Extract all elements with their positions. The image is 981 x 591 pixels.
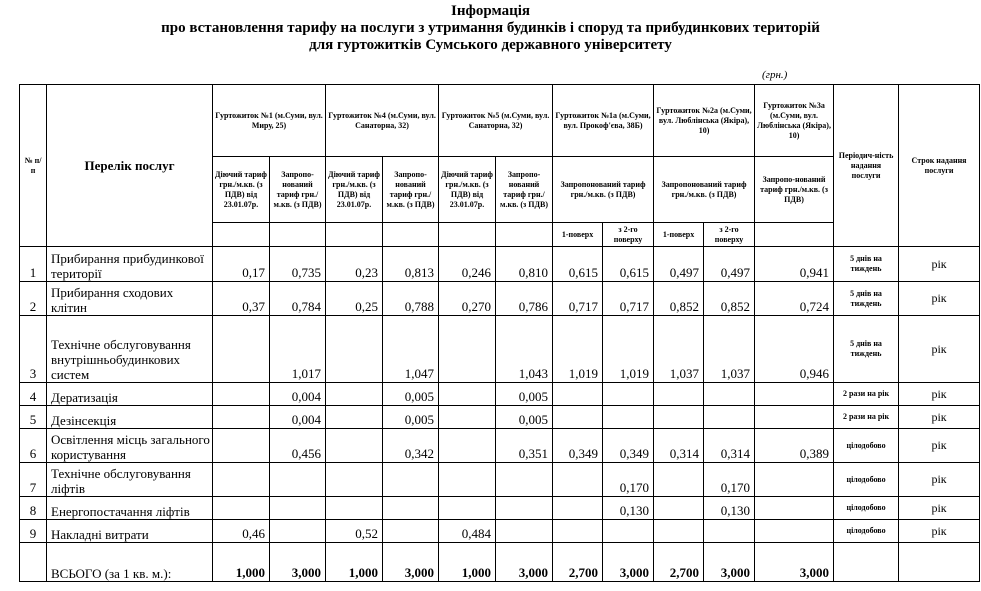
tariff-value: 0,852 xyxy=(704,282,755,316)
tariff-value xyxy=(326,497,383,520)
tariff-value xyxy=(654,383,704,406)
header-current-tariff-5: Діючий тариф грн./м.кв. (з ПДВ) від 23.01.07р. xyxy=(439,157,496,223)
term-cell: рік xyxy=(899,383,980,406)
row-number: 6 xyxy=(20,429,47,463)
term-cell: рік xyxy=(899,316,980,383)
service-name: Технічне обслуговування внутрішньобудинкових систем xyxy=(47,316,213,383)
tariff-value xyxy=(553,520,603,543)
header-current-tariff-1: Діючий тариф грн./м.кв. (з ПДВ) від 23.01.07р. xyxy=(213,157,270,223)
tariff-value: 0,724 xyxy=(755,282,834,316)
tariff-value xyxy=(383,497,439,520)
tariff-value xyxy=(496,520,553,543)
currency-unit: (грн.) xyxy=(762,69,788,81)
header-empty-cell xyxy=(326,223,383,247)
periodicity-cell xyxy=(834,543,899,582)
tariff-value xyxy=(213,497,270,520)
tariff-value: 3,000 xyxy=(603,543,654,582)
tariff-value xyxy=(654,406,704,429)
tariff-value xyxy=(213,383,270,406)
tariff-value: 0,349 xyxy=(603,429,654,463)
row-number: 5 xyxy=(20,406,47,429)
tariff-value: 0,788 xyxy=(383,282,439,316)
tariff-value xyxy=(326,429,383,463)
tariff-value: 0,270 xyxy=(439,282,496,316)
service-name: ВСЬОГО (за 1 кв. м.): xyxy=(47,543,213,582)
header-floor1-1a: 1-поверх xyxy=(553,223,603,247)
header-current-tariff-4: Діючий тариф грн./м.кв. (з ПДВ) від 23.01.07р. xyxy=(326,157,383,223)
tariff-value: 2,700 xyxy=(553,543,603,582)
header-term: Строк надання послуги xyxy=(899,85,980,247)
tariff-value: 0,946 xyxy=(755,316,834,383)
tariff-value: 1,037 xyxy=(704,316,755,383)
tariff-value: 0,004 xyxy=(270,406,326,429)
table-row xyxy=(20,543,980,582)
periodicity-cell: цілодобово xyxy=(834,463,899,497)
table-row xyxy=(20,383,980,406)
tariff-value: 0,25 xyxy=(326,282,383,316)
header-proposed-tariff-3a: Запропо-нований тариф грн./м.кв. (з ПДВ) xyxy=(755,157,834,223)
tariff-value xyxy=(553,463,603,497)
tariff-value: 0,615 xyxy=(553,247,603,282)
tariff-value xyxy=(326,383,383,406)
tariff-value: 0,810 xyxy=(496,247,553,282)
document-title: Інформація xyxy=(450,3,530,19)
tariff-value xyxy=(553,406,603,429)
service-name: Прибирання сходових клітин xyxy=(47,282,213,316)
tariff-value xyxy=(755,497,834,520)
tariff-value xyxy=(439,316,496,383)
tariff-value: 0,314 xyxy=(704,429,755,463)
header-dorm1: Гуртожиток №1 (м.Суми, вул. Миру, 25) xyxy=(213,85,326,157)
row-number: 3 xyxy=(20,316,47,383)
header-dorm5: Гуртожиток №5 (м.Суми, вул. Санаторна, 32) xyxy=(439,85,553,157)
term-cell: рік xyxy=(899,429,980,463)
row-number: 4 xyxy=(20,383,47,406)
service-name: Дератизація xyxy=(47,383,213,406)
term-cell: рік xyxy=(899,497,980,520)
tariff-value xyxy=(603,383,654,406)
tariff-value xyxy=(326,316,383,383)
tariff-value: 0,389 xyxy=(755,429,834,463)
header-floor2-1a: з 2-го поверху xyxy=(603,223,654,247)
table-row xyxy=(20,520,980,543)
tariff-value: 0,786 xyxy=(496,282,553,316)
tariff-value xyxy=(383,520,439,543)
tariff-value xyxy=(704,520,755,543)
tariff-value xyxy=(755,520,834,543)
header-proposed-tariff-4: Запропо-нований тариф грн./м.кв. (з ПДВ) xyxy=(383,157,439,223)
tariff-value xyxy=(704,406,755,429)
tariff-value: 0,941 xyxy=(755,247,834,282)
service-name: Дезінсекція xyxy=(47,406,213,429)
tariff-value: 1,019 xyxy=(553,316,603,383)
service-name: Енергопостачання ліфтів xyxy=(47,497,213,520)
row-number: 7 xyxy=(20,463,47,497)
periodicity-cell: 2 рази на рік xyxy=(834,383,899,406)
header-proposed-tariff-1a: Запропонований тариф грн./м.кв. (з ПДВ) xyxy=(553,157,654,223)
tariff-value: 0,735 xyxy=(270,247,326,282)
row-number: 2 xyxy=(20,282,47,316)
tariff-value: 0,456 xyxy=(270,429,326,463)
header-service: Перелік послуг xyxy=(47,85,213,247)
tariff-value: 0,004 xyxy=(270,383,326,406)
header-dorm3a: Гуртожиток №3а (м.Суми, вул. Люблінська (Якіра), 10) xyxy=(755,85,834,157)
tariff-value: 0,497 xyxy=(704,247,755,282)
tariff-value: 0,46 xyxy=(213,520,270,543)
tariff-value xyxy=(704,383,755,406)
term-cell: рік xyxy=(899,247,980,282)
tariff-value: 0,37 xyxy=(213,282,270,316)
tariff-value: 0,17 xyxy=(213,247,270,282)
tariff-value: 0,351 xyxy=(496,429,553,463)
tariff-value xyxy=(213,429,270,463)
tariff-value xyxy=(439,463,496,497)
tariff-value: 0,342 xyxy=(383,429,439,463)
term-cell xyxy=(899,543,980,582)
term-cell: рік xyxy=(899,463,980,497)
tariff-value: 3,000 xyxy=(383,543,439,582)
table-row xyxy=(20,282,980,316)
tariff-value: 0,005 xyxy=(383,406,439,429)
service-name: Накладні витрати xyxy=(47,520,213,543)
term-cell: рік xyxy=(899,406,980,429)
tariff-value: 0,813 xyxy=(383,247,439,282)
tariff-value xyxy=(496,463,553,497)
tariff-value xyxy=(553,497,603,520)
document-subtitle-2: для гуртожитків Сумського державного університету xyxy=(309,37,672,53)
tariff-value: 3,000 xyxy=(755,543,834,582)
tariff-value xyxy=(755,383,834,406)
tariff-value: 1,043 xyxy=(496,316,553,383)
tariff-value: 0,246 xyxy=(439,247,496,282)
tariff-value xyxy=(654,497,704,520)
tariff-value: 1,000 xyxy=(213,543,270,582)
header-proposed-tariff-5: Запропо-нований тариф грн./м.кв. (з ПДВ) xyxy=(496,157,553,223)
header-empty-cell xyxy=(213,223,270,247)
tariff-value: 0,615 xyxy=(603,247,654,282)
tariff-value xyxy=(270,463,326,497)
table-row xyxy=(20,406,980,429)
tariff-value: 2,700 xyxy=(654,543,704,582)
tariff-value xyxy=(496,497,553,520)
header-dorm4: Гуртожиток №4 (м.Суми, вул. Санаторна, 32) xyxy=(326,85,439,157)
tariff-value: 0,717 xyxy=(553,282,603,316)
row-number: 9 xyxy=(20,520,47,543)
header-proposed-tariff-2a: Запропонований тариф грн./м.кв. (з ПДВ) xyxy=(654,157,755,223)
tariff-value: 0,170 xyxy=(603,463,654,497)
table-row xyxy=(20,463,980,497)
tariff-value xyxy=(326,463,383,497)
tariff-value: 0,52 xyxy=(326,520,383,543)
tariff-value xyxy=(603,406,654,429)
tariff-value: 3,000 xyxy=(270,543,326,582)
tariff-value xyxy=(755,406,834,429)
table-row xyxy=(20,429,980,463)
header-empty-cell xyxy=(496,223,553,247)
tariff-value: 0,784 xyxy=(270,282,326,316)
tariff-value: 0,005 xyxy=(383,383,439,406)
periodicity-cell: 5 днів на тиждень xyxy=(834,282,899,316)
header-dorm2a: Гуртожиток №2а (м.Суми, вул. Люблінська (Якіра), 10) xyxy=(654,85,755,157)
tariff-value: 1,037 xyxy=(654,316,704,383)
table-row xyxy=(20,247,980,282)
tariff-value xyxy=(603,520,654,543)
tariff-value xyxy=(654,520,704,543)
row-number: 1 xyxy=(20,247,47,282)
tariff-value: 1,000 xyxy=(439,543,496,582)
header-num: № п/ п xyxy=(20,85,47,247)
term-cell: рік xyxy=(899,520,980,543)
header-empty-cell xyxy=(439,223,496,247)
header-periodicity: Періодич-ність надання послуги xyxy=(834,85,899,247)
tariff-value: 0,130 xyxy=(603,497,654,520)
tariff-value: 3,000 xyxy=(496,543,553,582)
tariff-value xyxy=(439,406,496,429)
tariff-value xyxy=(213,463,270,497)
periodicity-cell: 5 днів на тиждень xyxy=(834,247,899,282)
service-name: Технічне обслуговування ліфтів xyxy=(47,463,213,497)
tariff-value xyxy=(654,463,704,497)
term-cell: рік xyxy=(899,282,980,316)
periodicity-cell: 5 днів на тиждень xyxy=(834,316,899,383)
periodicity-cell: цілодобово xyxy=(834,429,899,463)
tariff-value xyxy=(553,383,603,406)
tariff-value xyxy=(270,520,326,543)
tariff-value: 0,005 xyxy=(496,383,553,406)
tariff-value: 0,130 xyxy=(704,497,755,520)
tariff-value xyxy=(213,316,270,383)
tariff-value: 0,497 xyxy=(654,247,704,282)
tariff-value: 0,717 xyxy=(603,282,654,316)
tariff-value: 1,019 xyxy=(603,316,654,383)
tariff-value: 1,047 xyxy=(383,316,439,383)
periodicity-cell: цілодобово xyxy=(834,520,899,543)
tariff-value: 0,23 xyxy=(326,247,383,282)
service-name: Освітлення місць загального користування xyxy=(47,429,213,463)
tariff-value xyxy=(439,497,496,520)
periodicity-cell: 2 рази на рік xyxy=(834,406,899,429)
header-empty-cell xyxy=(383,223,439,247)
tariff-value: 0,349 xyxy=(553,429,603,463)
tariff-value: 0,314 xyxy=(654,429,704,463)
tariff-value: 1,000 xyxy=(326,543,383,582)
row-number: 8 xyxy=(20,497,47,520)
table-row xyxy=(20,497,980,520)
tariff-value: 0,484 xyxy=(439,520,496,543)
tariff-value xyxy=(383,463,439,497)
row-number xyxy=(20,543,47,582)
tariff-value: 1,017 xyxy=(270,316,326,383)
periodicity-cell: цілодобово xyxy=(834,497,899,520)
tariff-value xyxy=(439,383,496,406)
document-subtitle: про встановлення тарифу на послуги з утримання будинків і споруд та прибудинкових територій xyxy=(161,20,820,36)
tariff-value: 0,005 xyxy=(496,406,553,429)
tariff-value xyxy=(326,406,383,429)
header-dorm1a: Гуртожиток №1а (м.Суми, вул. Прокоф'єва, 38Б) xyxy=(553,85,654,157)
tariff-value xyxy=(270,497,326,520)
service-name: Прибирання прибудинкової території xyxy=(47,247,213,282)
tariff-value: 3,000 xyxy=(704,543,755,582)
header-empty-cell xyxy=(755,223,834,247)
tariff-value xyxy=(755,463,834,497)
header-proposed-tariff-1: Запропо-нований тариф грн./м.кв. (з ПДВ) xyxy=(270,157,326,223)
table-row xyxy=(20,316,980,383)
header-empty-cell xyxy=(270,223,326,247)
tariff-value: 0,852 xyxy=(654,282,704,316)
tariff-value xyxy=(439,429,496,463)
tariff-value: 0,170 xyxy=(704,463,755,497)
tariff-table xyxy=(19,84,980,582)
header-floor1-2a: 1-поверх xyxy=(654,223,704,247)
tariff-value xyxy=(213,406,270,429)
header-floor2-2a: з 2-го поверху xyxy=(704,223,755,247)
